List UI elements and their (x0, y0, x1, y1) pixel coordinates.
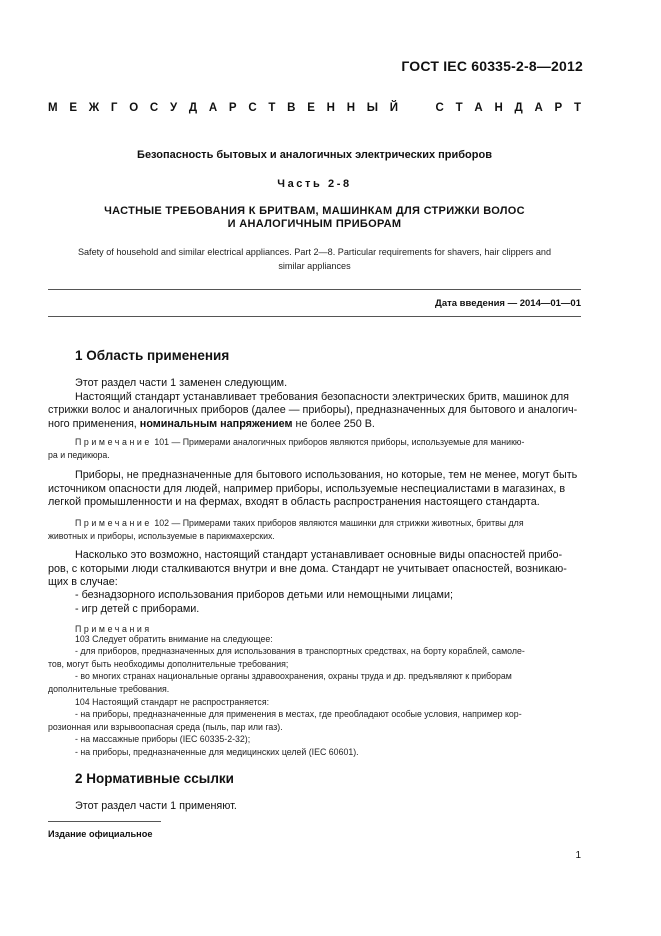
notes-label: Примечания (75, 624, 152, 634)
banner-letter: Т (268, 102, 276, 114)
subtitle-line-1: ЧАСТНЫЕ ТРЕБОВАНИЯ К БРИТВАМ, МАШИНКАМ ДЛЯ СТРИЖКИ ВОЛОС (104, 205, 525, 217)
banner-letter: Н (346, 102, 356, 114)
banner-letter: А (208, 102, 218, 114)
banner-letter: Н (326, 102, 335, 114)
notes-block: 103 Следует обратить внимание на следующее: (75, 634, 273, 644)
text-line: ного применения, номинальным напряжением не более 250 В. (48, 417, 375, 430)
page-number: 1 (575, 850, 581, 861)
banner-letter: Д (188, 102, 198, 114)
introduction-date: Дата введения — 2014—01—01 (435, 298, 581, 309)
date-divider (48, 316, 581, 317)
part-label: Часть 2-8 (277, 178, 352, 190)
banner-letter: Р (228, 102, 237, 114)
banner-letter: Ы (366, 102, 379, 114)
paragraph: Этот раздел части 1 применяют. (75, 800, 237, 812)
footer-divider (48, 821, 161, 822)
notes-block: - на приборы, предназначенные для применения в местах, где преобладают особые условия, например кор- розионная или взрывоопасная среда (пыль, пар или газ). - на массажные приборы (IEC 60335-2-32); - на приборы, предназначенные для медицинских целей (IEC 60601). (48, 709, 522, 757)
banner-letter: Д (514, 102, 523, 114)
banner-letter: Ж (88, 102, 100, 114)
paragraph: Приборы, не предназначенные для бытового использования, но которые, тем не менее, могут быть источником опасности для людей, например приборы, используемые неспециалистами в магазинах, в легкой промышленности и на фермах, входят в область распространения настоящего стандарта. (48, 469, 578, 508)
banner-letter: С (248, 102, 257, 114)
banner-letter: Т (573, 102, 581, 114)
banner-letter: Р (554, 102, 563, 114)
list-item: - безнадзорного использования приборов детьми или немощными лицами; (75, 589, 453, 601)
section-2-heading: 2 Нормативные ссылки (75, 771, 234, 786)
banner-gap (410, 102, 424, 114)
banner-letter: А (534, 102, 543, 114)
banner-letter: В (287, 102, 296, 114)
banner-letter: Н (494, 102, 503, 114)
text-line: стрижки волос и аналогичных приборов (далее — приборы), предназначенных для бытового и аналогич- (48, 404, 578, 416)
banner-letter: С (149, 102, 159, 114)
english-title (48, 245, 581, 273)
document-id: ГОСТ IEC 60335-2-8—2012 (401, 58, 583, 74)
banner-letter: О (129, 102, 139, 114)
document-subtitle (48, 205, 581, 231)
banner-letter: Й (389, 102, 399, 114)
english-title-line-1: Safety of household and similar electrical appliances. Part 2—8. Particular requirements for shavers, hair clippers and (77, 247, 552, 257)
note-102: Примечание 102 — Примерами таких приборов являются машинки для стрижки животных, бритвы для животных и приборы, используемые в парикмахерских. (48, 518, 524, 541)
paragraph: Насколько это возможно, настоящий стандарт устанавливает основные виды опасностей прибо- ров, с которыми люди сталкиваются внутри и вне дома. Стандарт не учитывает опасностей, возникаю- щих в случае: (48, 549, 567, 588)
banner-letter: М (48, 102, 58, 114)
banner-letter: Г (110, 102, 118, 114)
document-title: Безопасность бытовых и аналогичных электрических приборов (137, 149, 492, 161)
note-101: Примечание 101 — Примерами аналогичных приборов являются приборы, используемые для маникю- ра и педикюра. (48, 437, 525, 460)
text-line: Настоящий стандарт устанавливает требования безопасности электрических бритв, машинок для (75, 390, 570, 403)
notes-block: 104 Настоящий стандарт не распространяется: (75, 697, 270, 707)
banner-letter: Т (455, 102, 463, 114)
banner-letter: У (169, 102, 178, 114)
section-1-heading: 1 Область применения (75, 348, 230, 363)
subtitle-line-2: И АНАЛОГИЧНЫМ ПРИБОРАМ (227, 218, 402, 230)
text-line: Этот раздел части 1 заменен следующим. (75, 377, 288, 389)
top-divider (48, 289, 581, 290)
banner-letter: А (474, 102, 483, 114)
list-item: - игр детей с приборами. (75, 603, 200, 615)
banner-letter: Е (307, 102, 315, 114)
paragraph (48, 377, 581, 431)
standard-banner (48, 102, 581, 114)
edition-label: Издание официальное (48, 829, 153, 839)
english-title-line-2: similar appliances (278, 261, 351, 271)
banner-letter: Е (69, 102, 78, 114)
banner-letter: С (435, 102, 444, 114)
notes-block: - для приборов, предназначенных для использования в транспортных средствах, на борту кораблей, самоле- тов, могут быть необходимы дополнительные требования; - во многих странах национальные органы здравоохранения, охраны труда и др. предъявляют к приборам дополнительные требования. (48, 646, 525, 694)
